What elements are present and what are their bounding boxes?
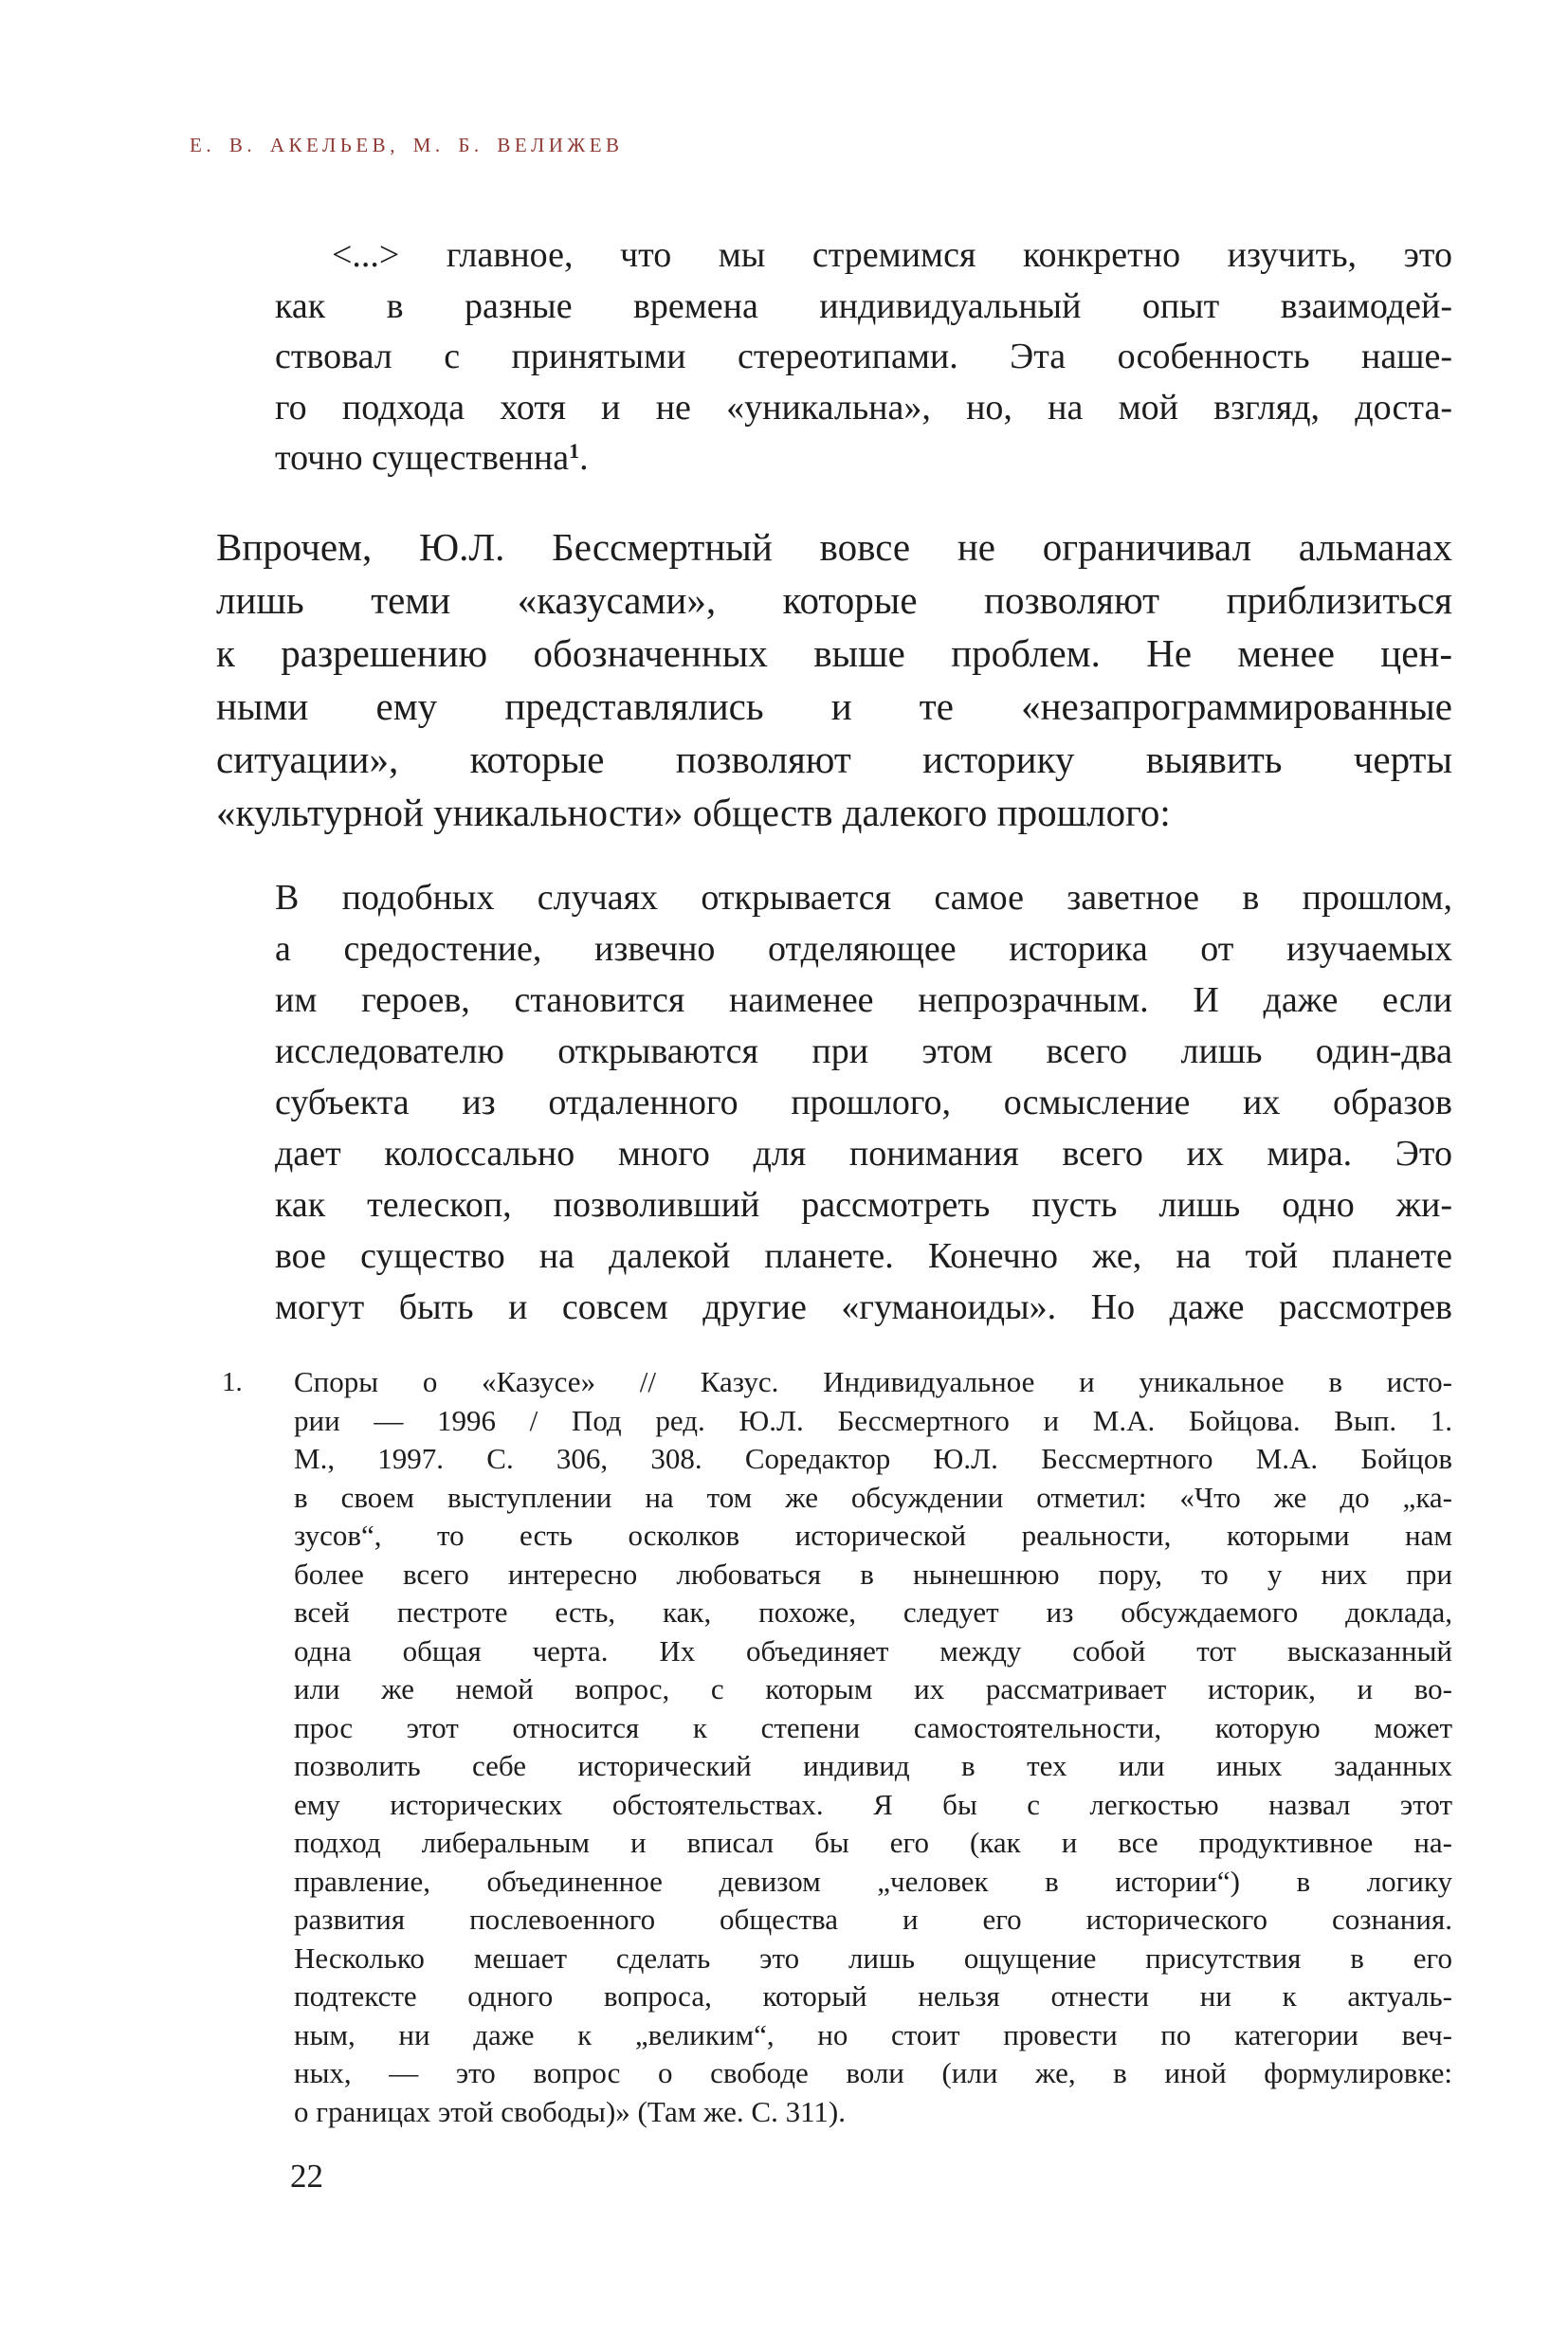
text-line: В подобных случаях открывается самое заветное в прошлом, (275, 878, 1452, 918)
block-quote-1-final-period: . (579, 438, 589, 478)
text-line: Споры о «Казусе» // Казус. Индивидуальное и уникальное в исто- (294, 1365, 1452, 1398)
text-line: ных, — это вопрос о свободе воли (или же, в иной формулировке: (294, 2056, 1452, 2089)
block-quote-2-lines (275, 872, 1452, 1333)
text-line: подход либеральным и вписал бы его (как и все продуктивное на- (294, 1826, 1452, 1859)
text-line: <...> главное, что мы стремимся конкретно изучить, это (332, 235, 1452, 275)
block-quote-1-final-line (275, 433, 1452, 488)
text-line: ными ему представлялись и те «незапрограммированные (216, 684, 1452, 728)
text-line: в своем выступлении на том же обсуждении отметил: «Что же до „ка- (294, 1480, 1452, 1514)
text-line: всей пестроте есть, как, похоже, следует из обсуждаемого доклада, (294, 1595, 1452, 1629)
text-line: более всего интересно любоваться в нынешнюю пору, то у них при (294, 1557, 1452, 1591)
text-line: к разрешению обозначенных выше проблем. Не менее цен- (216, 631, 1452, 675)
text-line: ему исторических обстоятельствах. Я бы с легкостью назвал этот (294, 1787, 1452, 1821)
text-line: им героев, становится наименее непрозрачным. И даже если (275, 980, 1452, 1020)
text-line: исследователю открываются при этом всего лишь один-два (275, 1031, 1452, 1071)
text-line: Несколько мешает сделать это лишь ощущение присутствия в его (294, 1941, 1452, 1975)
text-line: дает колоссально много для понимания всего их мира. Это (275, 1134, 1452, 1174)
text-line: правление, объединенное девизом „человек в истории“) в логику (294, 1864, 1452, 1898)
text-line: Впрочем, Ю.Л. Бессмертный вовсе не ограничивал альманах (216, 525, 1452, 569)
text-line: зусов“, то есть осколков исторической реальности, которыми нам (294, 1519, 1452, 1552)
text-line: ным, ни даже к „великим“, но стоит провести по категории веч- (294, 2017, 1452, 2051)
main-paragraph-lines (216, 520, 1452, 839)
block-quote-1 (275, 230, 1452, 488)
text-line: а средостение, извечно отделяющее историка от изучаемых (275, 929, 1452, 969)
block-quote-1-final-text: точно существенна (275, 438, 570, 478)
text-line: ситуации», которые позволяют историку выявить черты (216, 738, 1452, 781)
footnote-marker: 1. (222, 1367, 243, 1397)
text-line: одна общая черта. Их объединяет между собой тот высказанный (294, 1633, 1452, 1668)
main-paragraph (216, 520, 1452, 839)
text-line: рии — 1996 / Под ред. Ю.Л. Бессмертного и М.А. Бойцова. Вып. 1. (294, 1403, 1452, 1437)
text-line: как телескоп, позволивший рассмотреть пусть лишь одно жи- (275, 1185, 1452, 1225)
text-line: «культурной уникальности» обществ далекого прошлого: (216, 791, 1171, 834)
text-line: вое существо на далекой планете. Конечно же, на той планете (275, 1236, 1452, 1276)
block-quote-2 (275, 872, 1452, 1333)
text-line: субъекта из отдаленного прошлого, осмысление их образов (275, 1083, 1452, 1122)
text-line: подтексте одного вопроса, который нельзя отнести ни к актуаль- (294, 1979, 1452, 2013)
text-line: го подхода хотя и не «уникальна», но, на мой взгляд, доста- (275, 387, 1452, 428)
text-line: позволить себе исторический индивид в тех или иных заданных (294, 1749, 1452, 1782)
text-line: ствовал с принятыми стереотипами. Эта особенность наше- (275, 337, 1452, 376)
footnote-lines (294, 1363, 1452, 2131)
footnote (294, 1363, 1452, 2131)
footnote-reference-superscript: 1 (569, 438, 580, 463)
text-line: о границах этой свободы)» (Там же. С. 311). (294, 2094, 847, 2128)
text-line: развития послевоенного общества и его исторического сознания. (294, 1903, 1452, 1936)
running-head-authors: Е. В. АКЕЛЬЕВ, М. Б. ВЕЛИЖЕВ (190, 134, 624, 156)
text-line: как в разные времена индивидуальный опыт взаимодей- (275, 285, 1452, 326)
text-line: могут быть и совсем другие «гуманоиды». Но даже рассмотрев (275, 1287, 1452, 1327)
text-line: М., 1997. С. 306, 308. Соредактор Ю.Л. Бессмертного М.А. Бойцов (294, 1442, 1452, 1475)
text-line: прос этот относится к степени самостоятельности, которую может (294, 1710, 1452, 1744)
text-line: или же немой вопрос, с которым их рассматривает историк, и во- (294, 1672, 1452, 1705)
block-quote-1-lines (275, 230, 1452, 433)
text-line: лишь теми «казусами», которые позволяют приблизиться (216, 578, 1452, 622)
page-number: 22 (290, 2158, 323, 2195)
